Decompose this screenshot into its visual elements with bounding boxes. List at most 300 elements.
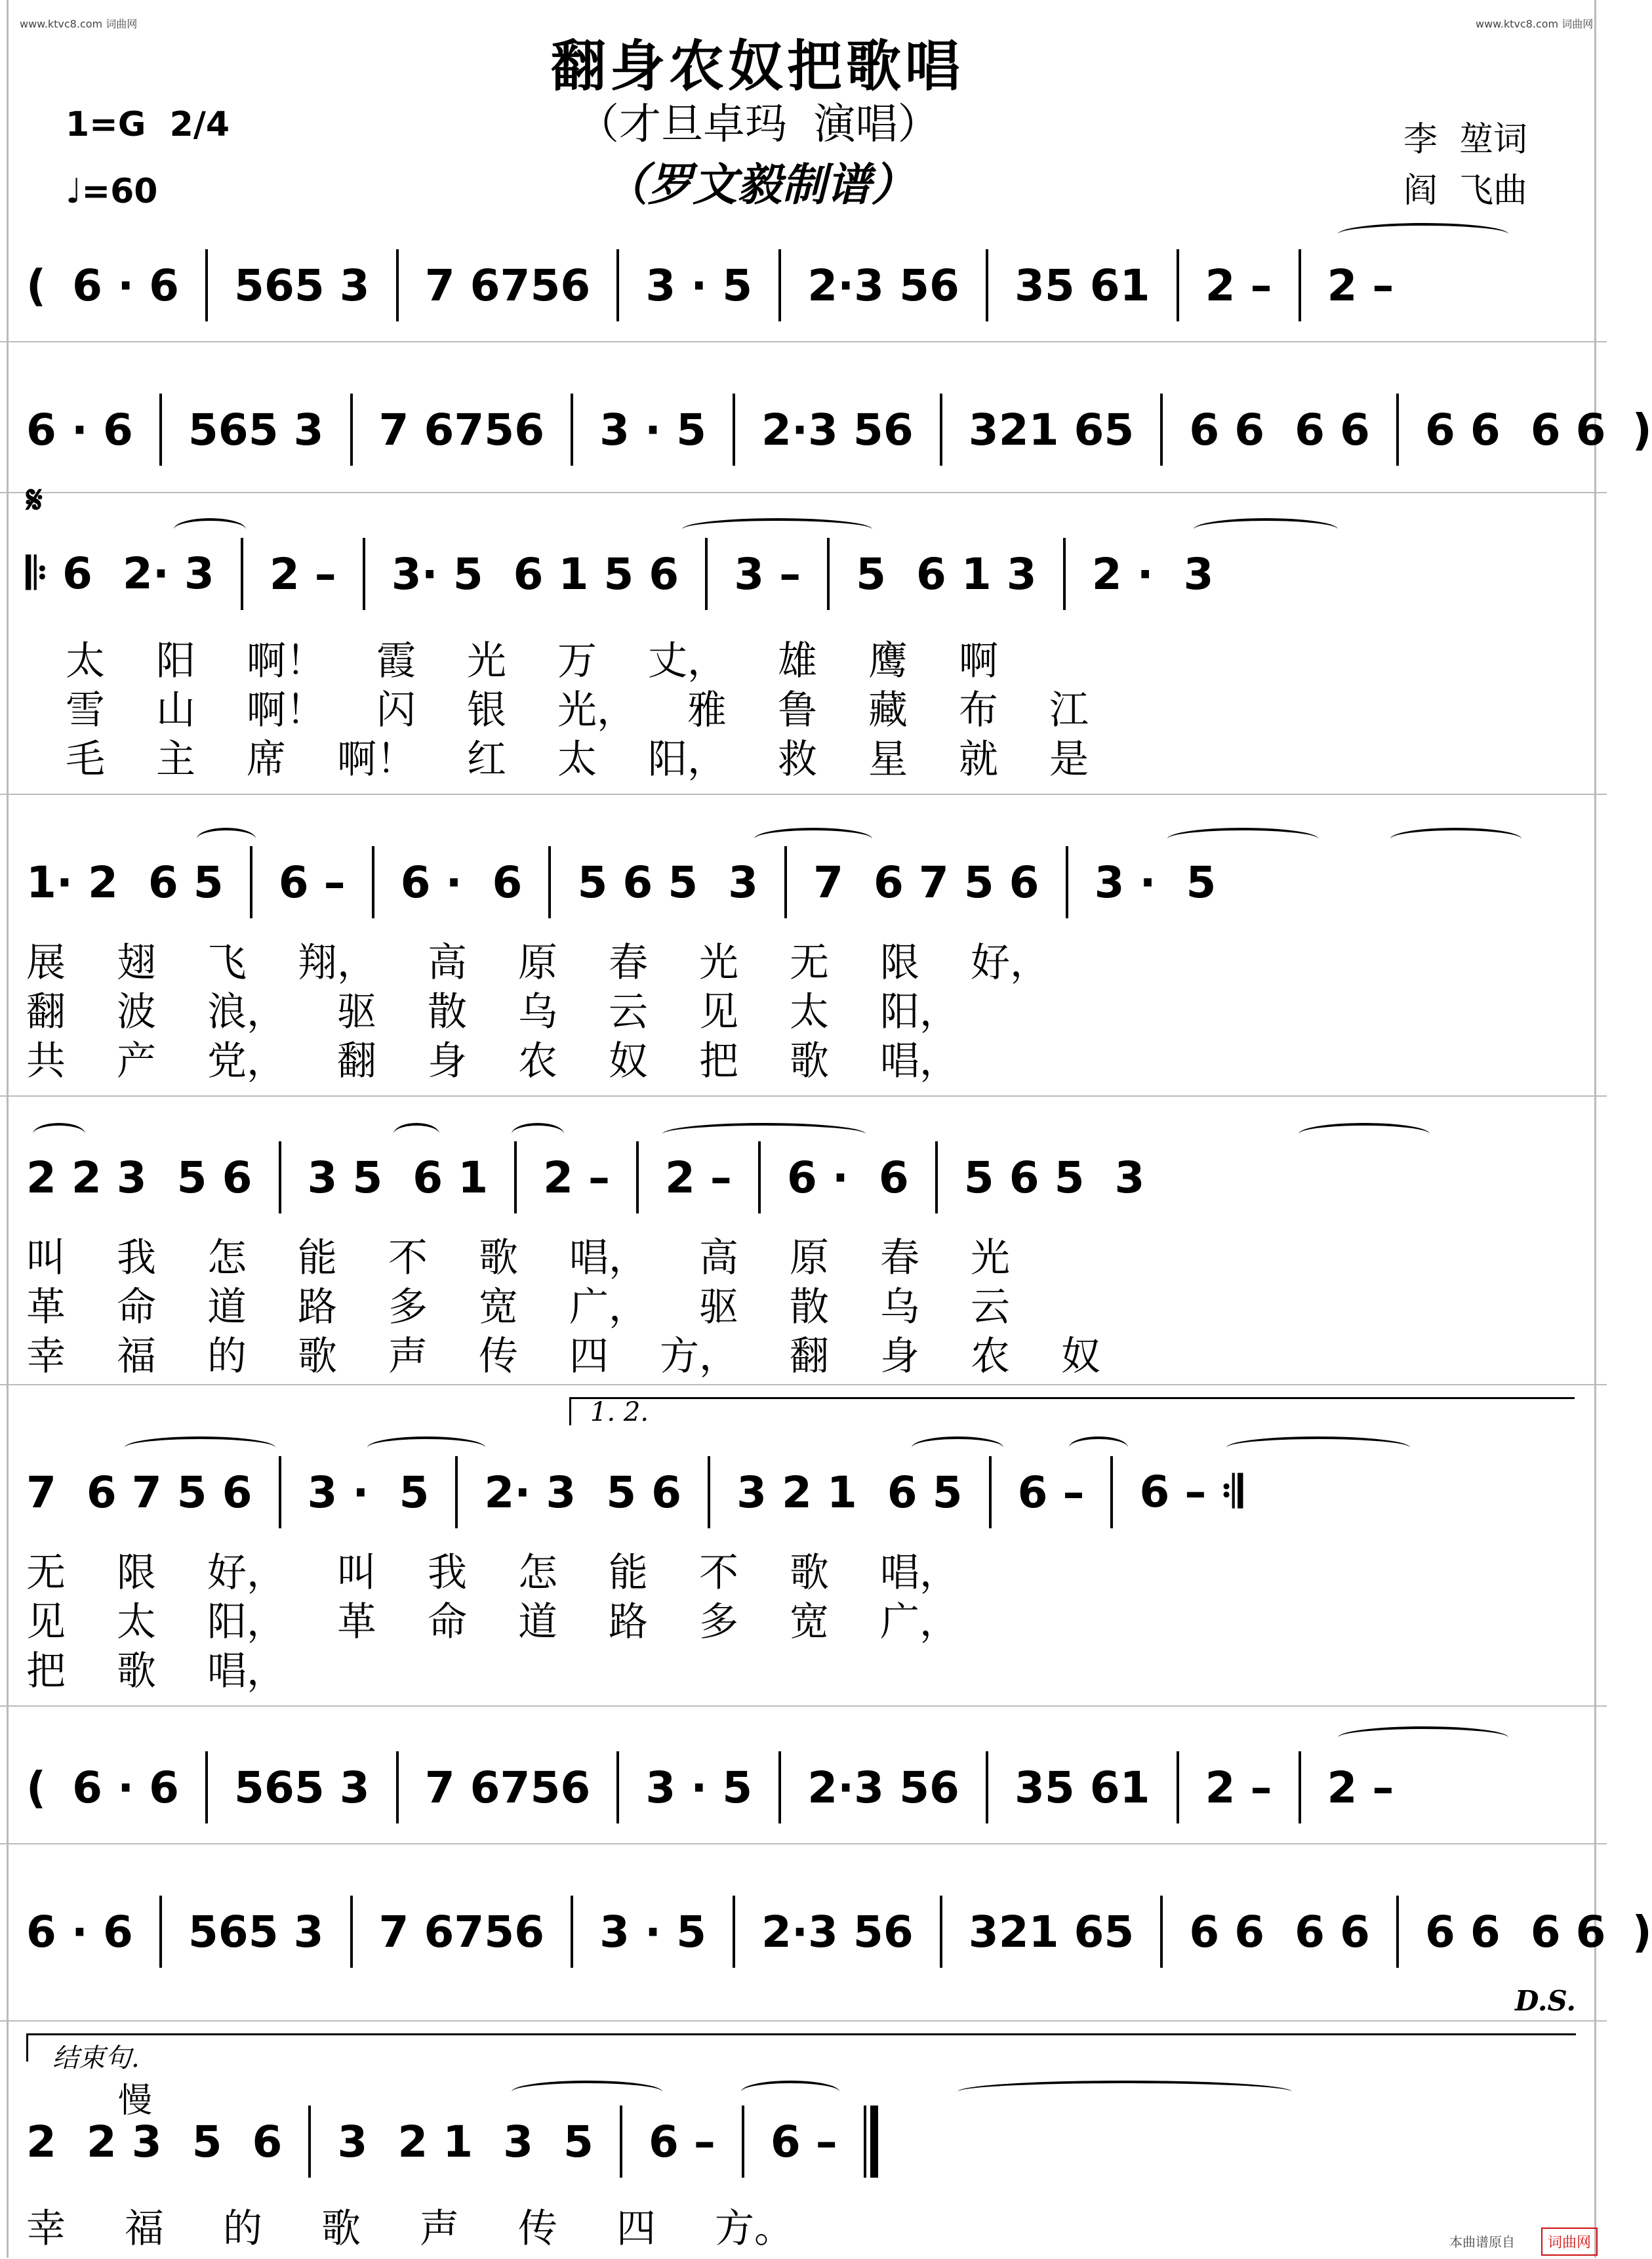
lyric-syllable: 道 <box>207 1284 247 1330</box>
notation-group: 3 2 1 6 5 <box>736 1467 963 1518</box>
bar-line <box>514 1141 517 1213</box>
slur-mark <box>912 1436 1003 1459</box>
notation-group: 6 · 6 <box>400 857 523 908</box>
lyric-syllable: 歌 <box>790 1038 829 1084</box>
lyric-syllable: 布 <box>959 687 998 733</box>
slur-mark <box>1390 828 1521 850</box>
bar-line <box>778 249 781 321</box>
lyric-syllable: 散 <box>790 1284 829 1330</box>
lyric-syllable: 叫 <box>337 1550 376 1596</box>
lyric-syllable: 怎 <box>207 1235 247 1281</box>
bar-line <box>989 1456 992 1528</box>
bar-line <box>571 394 573 466</box>
source-note: 本曲谱原自 <box>1449 2234 1515 2250</box>
lyric-syllable: 方， <box>660 1333 738 1379</box>
notation-group: 3 · 5 <box>599 404 707 455</box>
lyric-syllable: 无 <box>26 1550 66 1596</box>
lyric-syllable: 命 <box>428 1599 467 1645</box>
notation-group: 35 61 <box>1014 260 1150 311</box>
bar-line <box>620 2106 622 2178</box>
site-logo: 词曲网 <box>1541 2228 1598 2256</box>
lyric-syllable: 云 <box>971 1284 1010 1330</box>
key-time-signature: 1=G 2/4 <box>66 105 230 144</box>
notation-group: 3· 5 6 1 5 6 <box>391 548 679 600</box>
slur-mark <box>1299 1123 1430 1145</box>
notation-group: 6 6 6 6 <box>1189 404 1370 455</box>
lyric-syllable: 不 <box>699 1550 738 1596</box>
lyric-syllable: 山 <box>156 687 195 733</box>
ending-label: 结束句. <box>52 2043 140 2073</box>
lyric-syllable: 闪 <box>376 687 416 733</box>
lyric-syllable: 驱 <box>337 989 376 1035</box>
lyric-syllable: 传 <box>518 2206 557 2252</box>
slur-mark <box>754 828 872 850</box>
lyric-syllable: 宽 <box>479 1284 518 1330</box>
lyric-syllable: 光 <box>699 940 738 986</box>
lyric-syllable: 党， <box>207 1038 286 1084</box>
lyric-syllable: 就 <box>959 737 998 783</box>
bar-line <box>742 2106 744 2178</box>
bar-line <box>279 1456 281 1528</box>
lyric-syllable: 星 <box>868 737 908 783</box>
bar-line <box>935 1141 938 1213</box>
lyric-verse-3 <box>26 1325 1100 1381</box>
lyric-verse-3 <box>66 728 1089 784</box>
lyric-verse-1 <box>66 630 998 686</box>
lyric-syllable: 鹰 <box>868 638 908 684</box>
staff-line-8 <box>26 1896 1652 1968</box>
lyric-syllable: 产 <box>117 1038 156 1084</box>
lyric-syllable: 银 <box>467 687 506 733</box>
notation-group: 3 · 5 <box>1094 857 1217 908</box>
lyric-syllable: 翻 <box>790 1333 829 1379</box>
lyric-syllable: 啊！ <box>337 737 416 783</box>
bar-line <box>986 1751 988 1823</box>
lyric-syllable: 翅 <box>117 940 156 986</box>
bar-line <box>250 846 252 918</box>
lyric-syllable: 翻 <box>337 1038 376 1084</box>
lyric-syllable: 原 <box>790 1235 829 1281</box>
tempo-marking: ♩=60 <box>66 172 158 211</box>
lyric-syllable: 怎 <box>518 1550 557 1596</box>
lyric-syllable: 阳 <box>156 638 195 684</box>
lyric-verse-3 <box>26 1030 959 1086</box>
lyric-syllable: 翻 <box>26 989 66 1035</box>
lyric-syllable: 四 <box>569 1333 609 1379</box>
notation-group: 6 – <box>1017 1467 1085 1518</box>
lyric-syllable: 好， <box>207 1550 286 1596</box>
lyric-syllable: 飞 <box>207 940 247 986</box>
notation-group: 2·3 56 <box>761 1906 914 1957</box>
notation-group: 3 2 1 3 5 <box>337 2116 594 2167</box>
notation-group: 6 · 6 <box>26 404 133 455</box>
notation-group: 2·3 56 <box>807 260 959 311</box>
lyric-syllable: 阳， <box>880 989 959 1035</box>
staff-line-1 <box>26 249 1394 321</box>
bar-line <box>571 1896 573 1968</box>
staff-line-2 <box>26 394 1652 466</box>
lyric-syllable: 宽 <box>790 1599 829 1645</box>
notation-group: 2 – <box>543 1152 611 1203</box>
lyric-syllable: 高 <box>699 1235 738 1281</box>
lyric-syllable: 命 <box>117 1284 156 1330</box>
bar-line <box>784 846 787 918</box>
slur-mark <box>741 2081 839 2103</box>
slur-mark <box>512 2081 662 2103</box>
slur-mark <box>33 1123 85 1145</box>
bar-line <box>733 394 735 466</box>
lyric-syllable: 啊！ <box>247 638 325 684</box>
lyric-verse-1 <box>26 1227 1010 1283</box>
bar-line <box>1396 394 1399 466</box>
lyric-syllable: 啊！ <box>247 687 325 733</box>
notation-group: 7 6756 <box>378 1906 545 1957</box>
lyric-syllable: 红 <box>467 737 506 783</box>
notation-group: 2 2 3 5 6 <box>26 1152 252 1203</box>
lyric-syllable: 方。 <box>715 2206 794 2252</box>
staff-line-3 <box>26 538 1214 610</box>
lyric-syllable: 展 <box>26 940 66 986</box>
notation-group: 6 – 𝄇 <box>1139 1466 1243 1517</box>
lyric-syllable: 丈， <box>648 638 727 684</box>
tie-mark <box>1338 1726 1508 1749</box>
lyric-syllable: 共 <box>26 1038 66 1084</box>
bar-line <box>308 2106 311 2178</box>
lyric-syllable: 高 <box>428 940 467 986</box>
bar-line <box>827 538 830 610</box>
lyric-syllable: 无 <box>790 940 829 986</box>
lyric-syllable: 太 <box>557 737 597 783</box>
notation-group: 6 – <box>770 2116 837 2167</box>
staff-line-4 <box>26 846 1216 918</box>
lyric-syllable: 原 <box>518 940 557 986</box>
lyric-verse-2 <box>66 679 1089 735</box>
lyric-syllable: 歌 <box>117 1648 156 1694</box>
watermark-top-right: www.ktvc8.com 词曲网 <box>1476 18 1594 30</box>
notation-group: 321 65 <box>968 404 1135 455</box>
bar-line <box>1299 1751 1301 1823</box>
notation-group: 3 5 6 1 <box>307 1152 489 1203</box>
slur-mark <box>682 518 872 540</box>
bar-line <box>940 1896 942 1968</box>
slur-mark <box>393 1123 439 1145</box>
lyric-syllable: 好， <box>971 940 1049 986</box>
bar-line <box>159 1896 162 1968</box>
lyric-syllable: 叫 <box>26 1235 66 1281</box>
bar-line <box>778 1751 781 1823</box>
notation-group: 2 – <box>269 548 336 600</box>
lyric-verse-2 <box>26 1591 959 1647</box>
bar-line <box>350 394 353 466</box>
lyric-syllable: 见 <box>26 1599 66 1645</box>
notation-group: 3 · 5 <box>599 1906 707 1957</box>
lyric-syllable: 春 <box>609 940 648 986</box>
bar-line <box>396 249 399 321</box>
lyric-syllable: 农 <box>971 1333 1010 1379</box>
lyric-syllable: 革 <box>26 1284 66 1330</box>
lyric-syllable: 唱， <box>569 1235 648 1281</box>
bar-line <box>205 1751 208 1823</box>
notation-group: 1· 2 6 5 <box>26 857 224 908</box>
lyric-syllable: 歌 <box>298 1333 337 1379</box>
bar-line <box>241 538 243 610</box>
slur-mark <box>197 828 256 850</box>
lyric-syllable: 革 <box>337 1599 376 1645</box>
tie-mark <box>1338 223 1508 245</box>
lyric-syllable: 春 <box>880 1235 919 1281</box>
notation-group: 2 – <box>665 1152 732 1203</box>
notation-group: 7 6 7 5 6 <box>26 1467 252 1518</box>
lyric-syllable: 见 <box>699 989 738 1035</box>
tempo-slow-mark: 慢 <box>118 2081 153 2121</box>
notation-group: 6 · 6 <box>786 1152 909 1203</box>
lyric-syllable: 的 <box>207 1333 247 1379</box>
lyric-syllable: 多 <box>699 1599 738 1645</box>
slur-mark <box>512 1123 564 1145</box>
notation-group: 6 · 6 <box>72 1762 180 1813</box>
lyricist-credit: 李 堃词 <box>1403 120 1528 159</box>
notation-group: 35 61 <box>1014 1762 1150 1813</box>
lyric-syllable: 传 <box>479 1333 518 1379</box>
row-separator <box>0 1095 1607 1097</box>
composer-credit: 阎 飞曲 <box>1403 171 1528 211</box>
lyric-syllable: 声 <box>420 2206 459 2252</box>
bar-line <box>350 1896 353 1968</box>
notation-group: 2 – <box>1327 1762 1394 1813</box>
row-separator <box>0 1705 1607 1707</box>
lyric-syllable: 散 <box>428 989 467 1035</box>
lyric-syllable: 霞 <box>376 638 416 684</box>
notation-group: 5 6 5 3 <box>963 1152 1145 1203</box>
lyric-syllable: 光 <box>971 1235 1010 1281</box>
notation-group: 2 – <box>1327 260 1394 311</box>
lyric-syllable: 是 <box>1049 737 1089 783</box>
lyric-syllable: 歌 <box>479 1235 518 1281</box>
tie-mark <box>662 1123 866 1145</box>
lyric-syllable: 啊 <box>959 638 998 684</box>
notation-group: 7 6756 <box>424 260 591 311</box>
bar-line <box>159 394 162 466</box>
bar-line <box>733 1896 735 1968</box>
lyric-syllable: 藏 <box>868 687 908 733</box>
lyric-syllable: 唱， <box>207 1648 286 1694</box>
lyric-syllable: 波 <box>117 989 156 1035</box>
lyric-syllable: 福 <box>125 2206 164 2252</box>
bar-line <box>1177 1751 1179 1823</box>
lyric-syllable: 广， <box>880 1599 959 1645</box>
final-barline <box>864 2106 878 2178</box>
row-separator <box>0 341 1607 342</box>
lyric-syllable: 我 <box>428 1550 467 1596</box>
lyric-syllable: 万 <box>557 638 597 684</box>
lyric-syllable: 不 <box>388 1235 428 1281</box>
lyric-syllable: 路 <box>298 1284 337 1330</box>
row-separator <box>0 1384 1607 1385</box>
row-separator <box>0 794 1607 795</box>
lyric-syllable: 福 <box>117 1333 156 1379</box>
notation-group: 2·3 56 <box>807 1762 959 1813</box>
notation-group: ) <box>1632 1906 1652 1957</box>
lyric-syllable: 云 <box>609 989 648 1035</box>
ending-bracket <box>26 2033 1576 2062</box>
lyric-syllable: 主 <box>156 737 195 783</box>
bar-line <box>616 1751 619 1823</box>
bar-line <box>205 249 208 321</box>
lyric-syllable: 把 <box>26 1648 66 1694</box>
bar-line <box>1299 249 1301 321</box>
lyric-syllable: 能 <box>609 1550 648 1596</box>
lyric-verse-3 <box>26 1640 286 1696</box>
bar-line <box>1160 1896 1163 1968</box>
lyric-syllable: 驱 <box>699 1284 738 1330</box>
bar-line <box>758 1141 761 1213</box>
lyric-syllable: 太 <box>117 1599 156 1645</box>
notation-group: ( <box>26 1762 47 1813</box>
staff-line-5 <box>26 1141 1144 1213</box>
lyric-verse-1 <box>26 931 1049 988</box>
bar-line <box>1110 1456 1113 1528</box>
slur-mark <box>1069 1436 1128 1459</box>
lyric-syllable: 的 <box>223 2206 262 2252</box>
notation-group: 3 · 5 <box>645 1762 753 1813</box>
notation-group: 𝄆 6 2· 3 <box>26 548 214 599</box>
volta-bracket <box>569 1397 1575 1425</box>
segno-sign: 𝄋 <box>26 478 43 522</box>
lyric-syllable: 幸 <box>26 2206 66 2252</box>
lyric-syllable: 毛 <box>66 737 105 783</box>
notation-group: 6 6 6 6 <box>1424 1906 1606 1957</box>
notation-group: ( <box>26 260 47 311</box>
bar-line <box>1066 846 1068 918</box>
bar-line <box>616 249 619 321</box>
lyric-syllable: 雅 <box>687 687 727 733</box>
bar-line <box>1177 249 1179 321</box>
notation-group: 2 – <box>1205 260 1272 311</box>
bar-line <box>1063 538 1066 610</box>
notation-group: 5 6 1 3 <box>856 548 1037 600</box>
notation-group: 7 6 7 5 6 <box>813 857 1039 908</box>
bar-line <box>1160 394 1163 466</box>
notation-group: 565 3 <box>188 404 324 455</box>
lyric-syllable: 广， <box>569 1284 648 1330</box>
lyric-syllable: 光， <box>557 687 636 733</box>
notation-group: 3 · 5 <box>307 1467 430 1518</box>
row-separator <box>0 1843 1607 1844</box>
lyric-syllable: 江 <box>1049 687 1089 733</box>
lyric-syllable: 阳， <box>207 1599 286 1645</box>
lyric-syllable: 幸 <box>26 1333 66 1379</box>
slur-mark <box>1167 828 1318 850</box>
arranger-line: （罗文毅制谱） <box>603 159 916 211</box>
row-separator <box>0 2020 1607 2022</box>
bar-line <box>372 846 374 918</box>
watermark-top-left: www.ktvc8.com 词曲网 <box>20 18 138 30</box>
notation-group: 2 – <box>1205 1762 1272 1813</box>
lyric-syllable: 限 <box>117 1550 156 1596</box>
notation-group: 7 6756 <box>378 404 545 455</box>
notation-group: ) <box>1632 404 1652 455</box>
notation-group: 6 · 6 <box>26 1906 133 1957</box>
notation-group: 2·3 56 <box>761 404 914 455</box>
lyric-syllable: 唱， <box>880 1550 959 1596</box>
lyric-syllable: 阳， <box>648 737 727 783</box>
notation-group: 321 65 <box>968 1906 1135 1957</box>
staff-line-7 <box>26 1751 1394 1823</box>
notation-group: 565 3 <box>234 1762 370 1813</box>
lyric-syllable: 太 <box>790 989 829 1035</box>
notation-group: 565 3 <box>188 1906 324 1957</box>
lyric-syllable: 身 <box>880 1333 919 1379</box>
performer-line: （才旦卓玛 演唱） <box>577 100 940 149</box>
lyric-syllable: 席 <box>247 737 286 783</box>
lyric-syllable: 鲁 <box>778 687 817 733</box>
lyric-syllable: 限 <box>880 940 919 986</box>
notation-group: 3 · 5 <box>645 260 753 311</box>
lyric-syllable: 道 <box>518 1599 557 1645</box>
lyric-syllable: 乌 <box>880 1284 919 1330</box>
lyric-ending <box>26 2197 794 2254</box>
lyric-syllable: 乌 <box>518 989 557 1035</box>
slur-mark <box>125 1436 275 1459</box>
notation-group: 6 – <box>278 857 346 908</box>
lyric-syllable: 救 <box>778 737 817 783</box>
row-separator <box>0 492 1607 493</box>
dal-segno-mark: D.S. <box>1515 1985 1577 2017</box>
bar-line <box>455 1456 458 1528</box>
bar-line <box>548 846 551 918</box>
notation-group: 7 6756 <box>424 1762 591 1813</box>
bar-line <box>636 1141 639 1213</box>
staff-line-9 <box>26 2106 878 2178</box>
notation-group: 2 · 3 <box>1091 548 1214 600</box>
lyric-syllable: 浪， <box>207 989 286 1035</box>
slur-mark <box>174 518 246 540</box>
slur-mark <box>367 1436 485 1459</box>
notation-group: 565 3 <box>234 260 370 311</box>
lyric-syllable: 四 <box>616 2206 656 2252</box>
lyric-syllable: 奴 <box>609 1038 648 1084</box>
lyric-verse-2 <box>26 1276 1010 1332</box>
lyric-syllable: 农 <box>518 1038 557 1084</box>
lyric-syllable: 光 <box>467 638 506 684</box>
lyric-syllable: 声 <box>388 1333 428 1379</box>
lyric-syllable: 路 <box>609 1599 648 1645</box>
lyric-syllable: 雪 <box>66 687 105 733</box>
lyric-syllable: 能 <box>298 1235 337 1281</box>
notation-group: 3 – <box>734 548 801 600</box>
notation-group: 6 – <box>648 2116 715 2167</box>
song-title: 翻身农奴把歌唱 <box>551 33 965 98</box>
bar-line <box>705 538 708 610</box>
lyric-syllable: 多 <box>388 1284 428 1330</box>
notation-group: 5 6 5 3 <box>577 857 759 908</box>
lyric-syllable: 奴 <box>1061 1333 1100 1379</box>
lyric-syllable: 太 <box>66 638 105 684</box>
notation-group: 2 2 3 5 6 <box>26 2116 283 2167</box>
lyric-verse-2 <box>26 981 959 1037</box>
lyric-verse-1 <box>26 1541 959 1598</box>
bar-line <box>940 394 942 466</box>
lyric-syllable: 歌 <box>321 2206 361 2252</box>
lyric-syllable: 身 <box>428 1038 467 1084</box>
staff-line-6 <box>26 1456 1242 1528</box>
lyric-syllable: 歌 <box>790 1550 829 1596</box>
notation-group: 6 6 6 6 <box>1189 1906 1370 1957</box>
lyric-syllable: 我 <box>117 1235 156 1281</box>
bar-line <box>396 1751 399 1823</box>
notation-group: 6 · 6 <box>72 260 180 311</box>
bar-line <box>279 1141 281 1213</box>
